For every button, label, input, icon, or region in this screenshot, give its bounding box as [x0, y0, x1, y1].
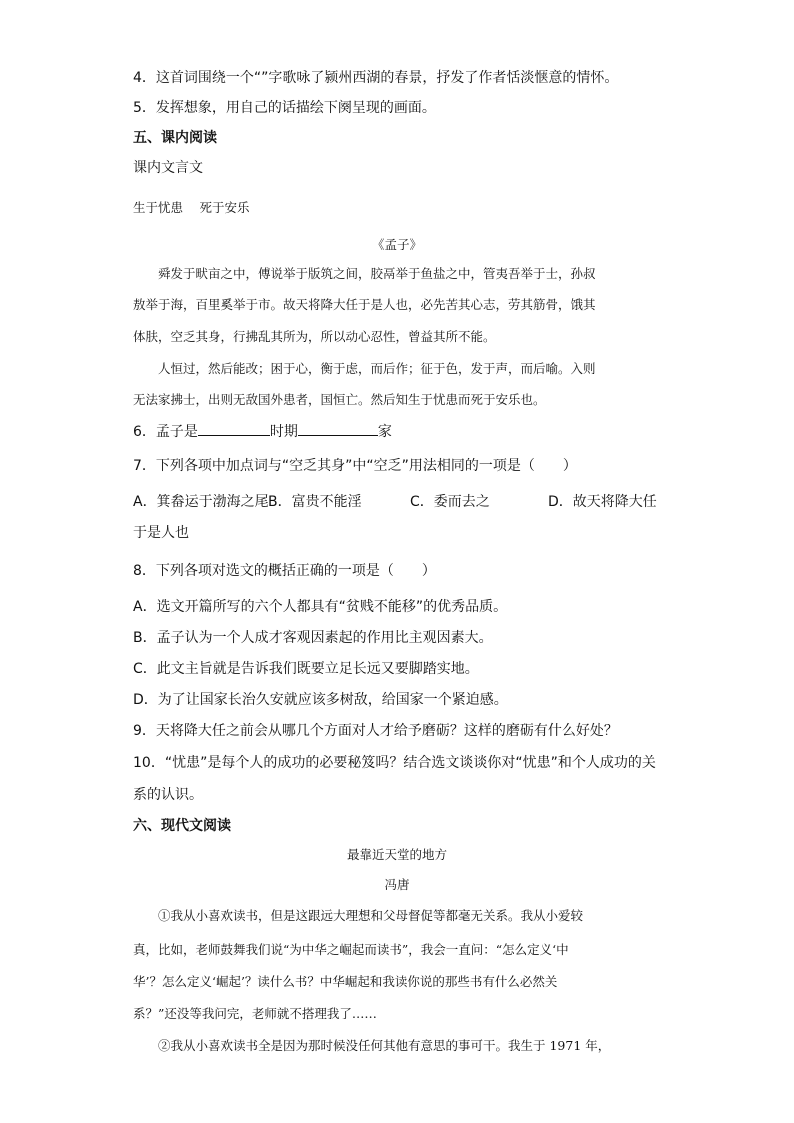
question-7-option-c: C．委而去之 — [410, 494, 490, 510]
question-7-option-d: D．故天将降大任 — [548, 494, 657, 510]
question-10-line-2: 系的认识。 — [133, 787, 203, 803]
question-6-suffix: 家 — [377, 424, 392, 440]
question-8-option-b: B．孟子认为一个人成才客观因素起的作用比主观因素大。 — [133, 630, 493, 646]
classical-text-para-1-line-3: 体肤，空乏其身，行拂乱其所为，所以动心忍性，曾益其所不能。 — [133, 329, 496, 344]
question-4: 4．这首词围绕一个“”字歌咏了颍州西湖的春景，抒发了作者恬淡惬意的情怀。 — [133, 70, 619, 86]
question-6-middle: 时期 — [269, 424, 298, 440]
question-6-prefix: 6．孟子是 — [133, 424, 198, 440]
classical-text-para-1-line-2: 敖举于海，百里奚举于市。故天将降大任于是人也，必先苦其心志，劳其筋骨，饿其 — [133, 297, 596, 312]
modern-text-para-1-line-3: 华’？怎么定义‘崛起’？读什么书？中华崛起和我读你说的那些书有什么必然关 — [133, 974, 558, 989]
section-6-heading: 六、现代文阅读 — [133, 818, 231, 834]
modern-text-para-1-line-1: ①我从小喜欢读书，但是这跟远大理想和父母督促等都毫无关系。我从小爱较 — [158, 908, 584, 923]
question-8-option-d: D．为了让国家长治久安就应该多树敌，给国家一个紧迫感。 — [133, 692, 508, 708]
question-7-option-d-cont: 于是人也 — [133, 525, 189, 541]
question-7-option-a: A．箕畚运于渤海之尾 — [133, 494, 269, 510]
classical-text-para-2-line-2: 无法家拂士，出则无敌国外患者，国恒亡。然后知生于忧患而死于安乐也。 — [133, 392, 546, 407]
question-9: 9．天将降大任之前会从哪几个方面对人才给予磨砺？这样的磨砺有什么好处？ — [133, 723, 618, 739]
modern-text-para-2-line-1: ②我从小喜欢读书全是因为那时候没任何其他有意思的事可干。我生于 1971 年， — [158, 1038, 611, 1053]
modern-text-author: 冯唐 — [384, 877, 410, 892]
section-5-subheading: 课内文言文 — [133, 160, 203, 176]
question-7-option-b: B．富贵不能淫 — [268, 494, 362, 510]
question-6-blank-2[interactable] — [298, 421, 378, 436]
question-8-option-a: A．选文开篇所写的六个人都具有“贫贱不能移”的优秀品质。 — [133, 599, 508, 615]
question-7: 7．下列各项中加点词与“空乏其身”中“空乏”用法相同的一项是（ ） — [133, 458, 577, 474]
question-8-option-c: C．此文主旨就是告诉我们既要立足长远又要脚踏实地。 — [133, 661, 479, 677]
question-6-blank-1[interactable] — [198, 421, 270, 436]
question-6 — [133, 421, 392, 442]
classical-text-title: 生于忧患 死于安乐 — [133, 200, 250, 215]
modern-text-title: 最靠近天堂的地方 — [346, 847, 447, 862]
section-5-heading: 五、课内阅读 — [133, 130, 217, 146]
modern-text-para-1-line-2: 真，比如，老师鼓舞我们说“为中华之崛起而读书”，我会一直问：“怎么定义‘中 — [133, 942, 569, 957]
classical-text-para-2-line-1: 人恒过，然后能改；困于心，衡于虑，而后作；征于色，发于声，而后喻。入则 — [158, 361, 596, 376]
classical-text-para-1-line-1: 舜发于畎亩之中，傅说举于版筑之间，胶鬲举于鱼盐之中，管夷吾举于士，孙叔 — [158, 266, 596, 281]
classical-text-author: 《孟子》 — [371, 237, 422, 252]
question-10-line-1: 10．“忧患”是每个人的成功的必要秘笈吗？结合选文谈谈你对“忧患”和个人成功的关 — [133, 755, 656, 771]
question-8: 8．下列各项对选文的概括正确的一项是（ ） — [133, 563, 436, 579]
modern-text-para-1-line-4: 系？”还没等我问完，老师就不搭理我了…… — [133, 1006, 377, 1021]
question-5: 5．发挥想象，用自己的话描绘下阕呈现的画面。 — [133, 100, 436, 116]
